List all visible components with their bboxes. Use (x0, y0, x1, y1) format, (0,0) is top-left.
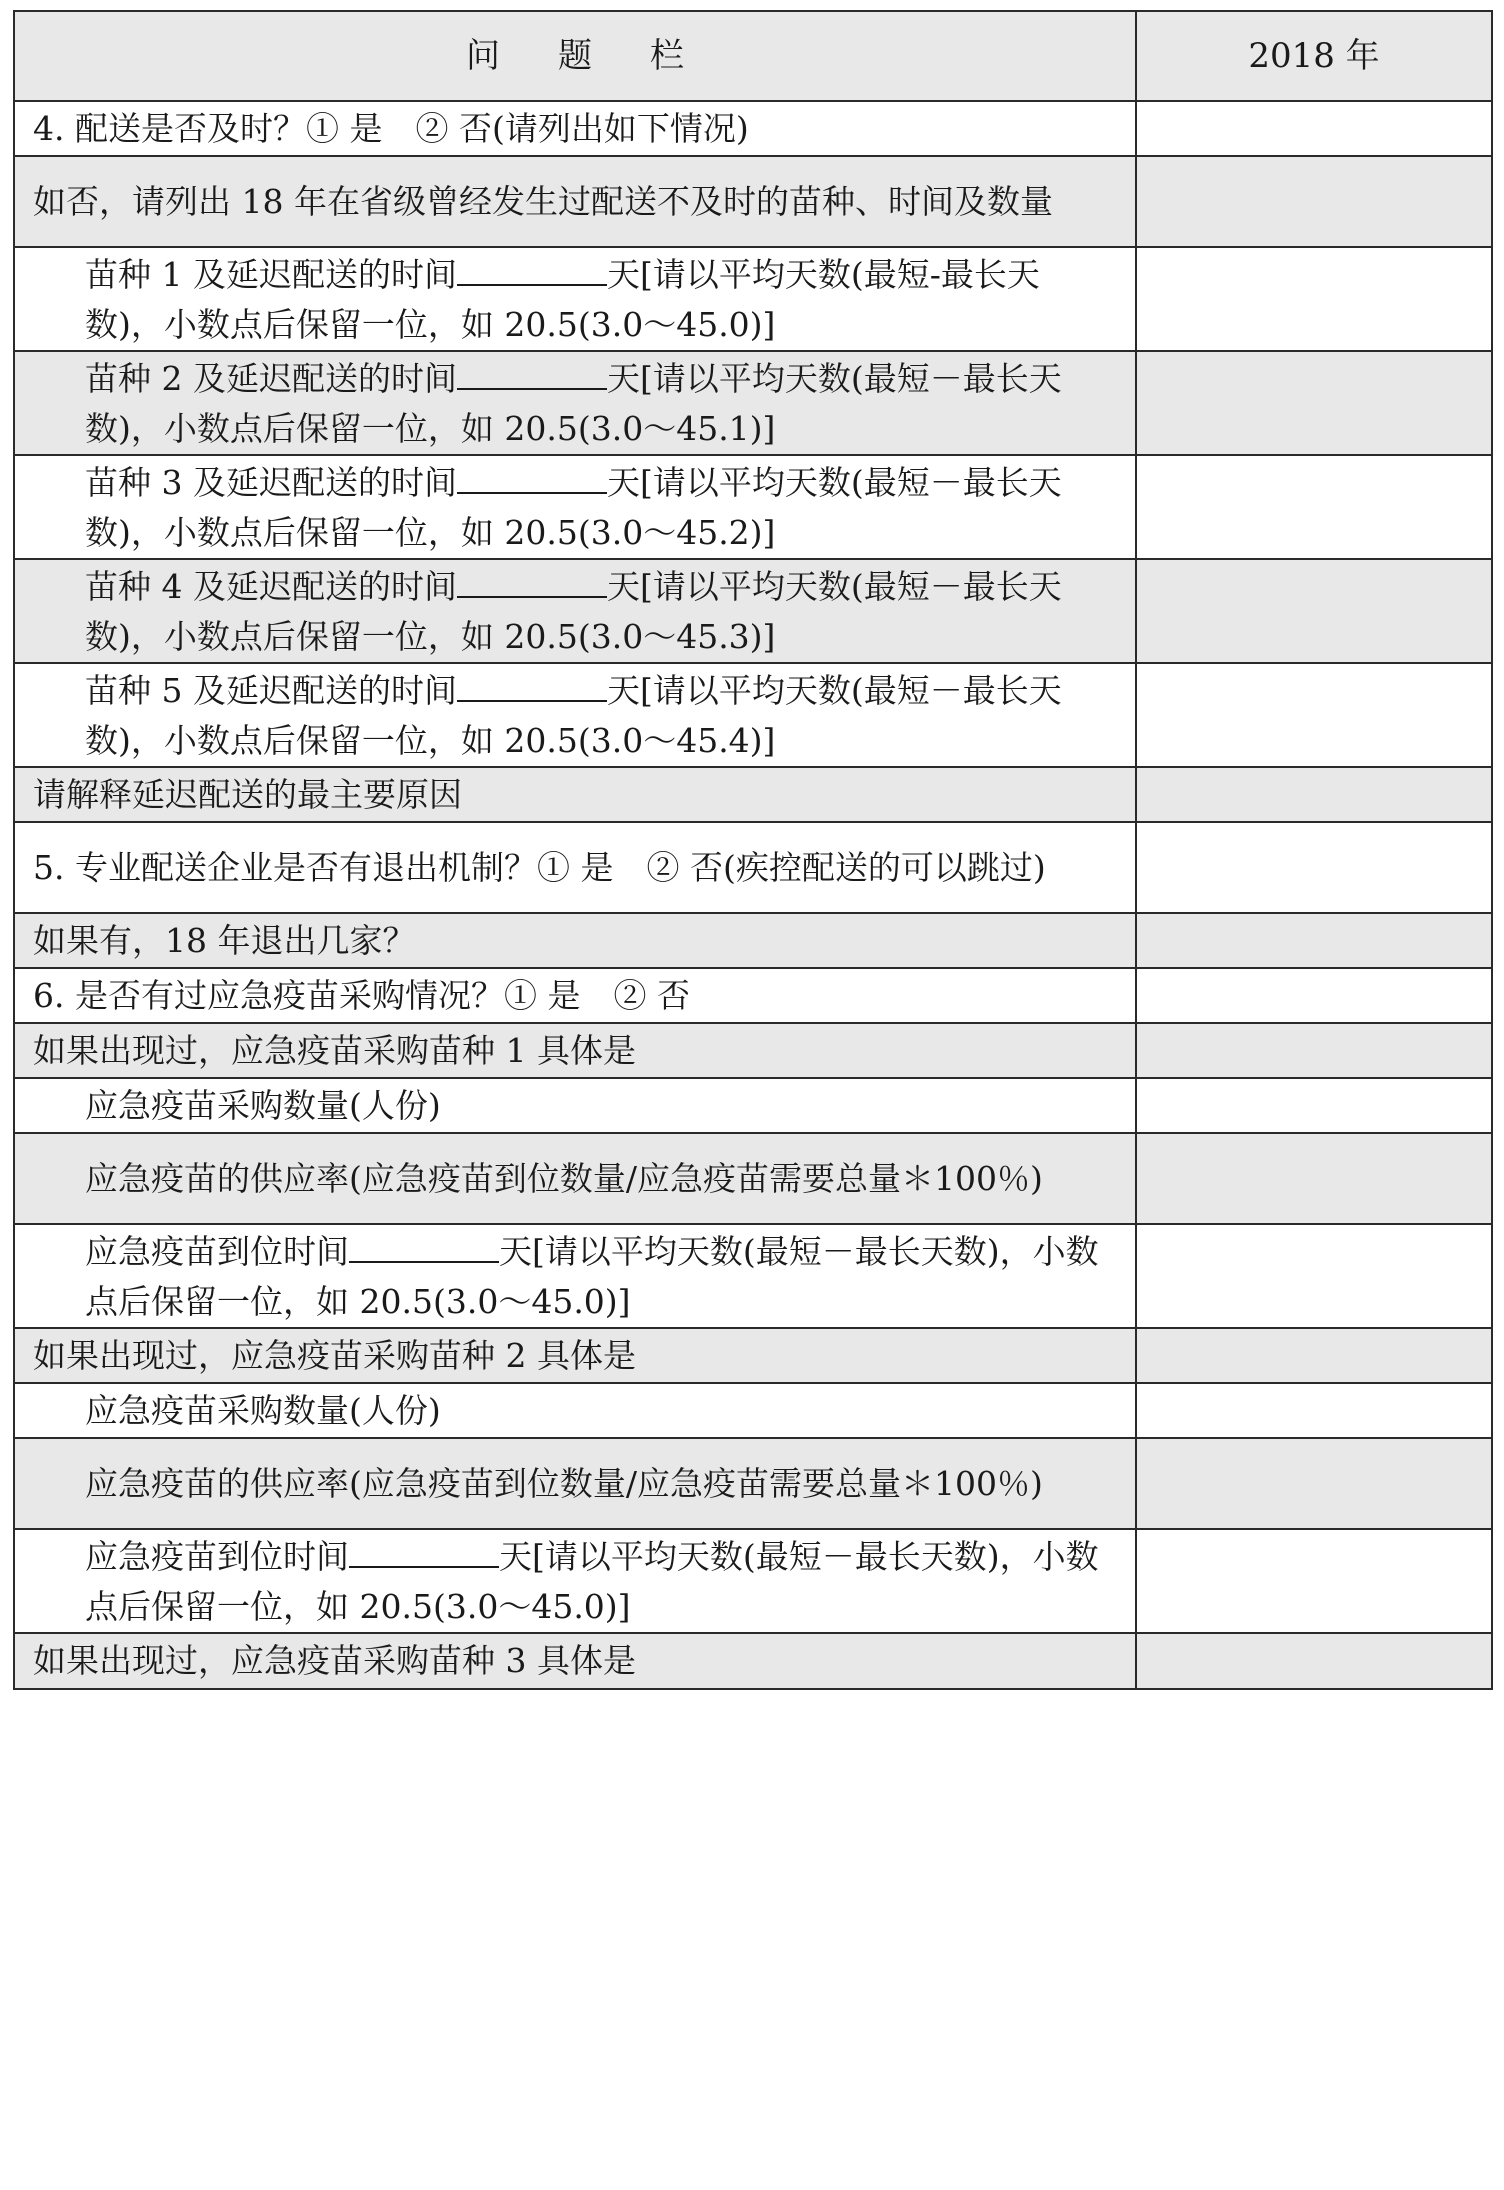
question-cell (14, 1328, 1136, 1383)
fill-in-blank[interactable] (349, 1530, 499, 1568)
table-row (14, 351, 1492, 455)
table-row (14, 1383, 1492, 1438)
question-text (33, 1386, 1117, 1436)
question-cell (14, 1023, 1136, 1078)
question-instruction: 天[请以平均天数(最短－最长天数)，小数点后保留一位，如 20.5(3.0～45.0)] (85, 1537, 1099, 1626)
table-row (14, 1633, 1492, 1689)
answer-cell-2018[interactable] (1136, 767, 1492, 822)
answer-cell-2018[interactable] (1136, 1023, 1492, 1078)
question-cell (14, 1529, 1136, 1633)
answer-cell-2018[interactable] (1136, 1328, 1492, 1383)
fill-in-blank[interactable] (457, 560, 607, 598)
question-text (33, 560, 1117, 662)
question-cell (14, 1133, 1136, 1224)
answer-cell-2018[interactable] (1136, 1633, 1492, 1689)
fill-in-blank[interactable] (457, 456, 607, 494)
question-label: 如果有，18 年退出几家？ (33, 920, 416, 960)
question-text (33, 1031, 636, 1070)
table-row (14, 559, 1492, 663)
question-label: 如果出现过，应急疫苗采购苗种 3 具体是 (33, 1641, 636, 1680)
answer-cell-2018[interactable] (1136, 1224, 1492, 1328)
question-cell (14, 822, 1136, 913)
table-row (14, 913, 1492, 968)
fill-in-blank[interactable] (349, 1225, 499, 1263)
fill-in-blank[interactable] (457, 664, 607, 702)
answer-cell-2018[interactable] (1136, 1133, 1492, 1224)
answer-cell-2018[interactable] (1136, 156, 1492, 247)
question-cell (14, 247, 1136, 351)
question-text (33, 921, 415, 960)
question-label: 如果出现过，应急疫苗采购苗种 1 具体是 (33, 1030, 636, 1070)
answer-cell-2018[interactable] (1136, 455, 1492, 559)
answer-cell-2018[interactable] (1136, 968, 1492, 1023)
table-row (14, 968, 1492, 1023)
question-label: 应急疫苗采购数量(人份) (85, 1390, 441, 1430)
question-text (33, 352, 1117, 454)
question-text (33, 775, 462, 814)
question-instruction: 天[请以平均天数(最短－最长天数)，小数点后保留一位，如 20.5(3.0～45.1)] (85, 359, 1062, 448)
answer-cell-2018[interactable] (1136, 101, 1492, 156)
table-row (14, 1328, 1492, 1383)
table-row (14, 822, 1492, 913)
question-instruction: 天[请以平均天数(最短－最长天数)，小数点后保留一位，如 20.5(3.0～45.4)] (85, 671, 1062, 760)
question-column-header (14, 11, 1136, 101)
question-text (33, 971, 1117, 1021)
question-cell (14, 968, 1136, 1023)
table-row (14, 1078, 1492, 1133)
table-row (14, 1133, 1492, 1224)
question-label: 苗种 5 及延迟配送的时间 (85, 671, 457, 710)
question-text (33, 248, 1117, 350)
answer-cell-2018[interactable] (1136, 351, 1492, 455)
table-row (14, 1023, 1492, 1078)
question-text (33, 1641, 636, 1680)
answer-cell-2018[interactable] (1136, 913, 1492, 968)
table-row (14, 767, 1492, 822)
question-cell (14, 101, 1136, 156)
question-cell (14, 663, 1136, 767)
question-instruction: 天[请以平均天数(最短-最长天数)，小数点后保留一位，如 20.5(3.0～45.0)] (85, 255, 1040, 344)
question-label: 4. 配送是否及时？① 是 ② 否(请列出如下情况) (33, 108, 749, 148)
question-label: 苗种 2 及延迟配送的时间 (85, 359, 457, 398)
question-label: 应急疫苗到位时间 (85, 1537, 349, 1576)
question-cell (14, 559, 1136, 663)
question-cell (14, 767, 1136, 822)
question-text (33, 182, 1053, 221)
question-cell (14, 455, 1136, 559)
question-label: 应急疫苗采购数量(人份) (85, 1085, 441, 1125)
survey-table (13, 10, 1493, 1690)
question-label: 如否，请列出 18 年在省级曾经发生过配送不及时的苗种、时间及数量 (33, 181, 1053, 221)
question-label: 如果出现过，应急疫苗采购苗种 2 具体是 (33, 1335, 636, 1375)
question-instruction: 天[请以平均天数(最短－最长天数)，小数点后保留一位，如 20.5(3.0～45.3)] (85, 567, 1062, 656)
question-label: 请解释延迟配送的最主要原因 (33, 774, 462, 814)
table-header-row (14, 11, 1492, 101)
question-cell (14, 1383, 1136, 1438)
table-row (14, 1438, 1492, 1529)
table-row (14, 1529, 1492, 1633)
question-cell (14, 1224, 1136, 1328)
answer-cell-2018[interactable] (1136, 822, 1492, 913)
question-cell (14, 351, 1136, 455)
question-cell (14, 913, 1136, 968)
answer-cell-2018[interactable] (1136, 1383, 1492, 1438)
question-text (33, 1530, 1117, 1632)
fill-in-blank[interactable] (457, 248, 607, 286)
table-body (14, 101, 1492, 1689)
answer-cell-2018[interactable] (1136, 247, 1492, 351)
question-label: 应急疫苗的供应率(应急疫苗到位数量/应急疫苗需要总量＊100％) (85, 1463, 1043, 1503)
table-row (14, 1224, 1492, 1328)
question-label: 应急疫苗的供应率(应急疫苗到位数量/应急疫苗需要总量＊100％) (85, 1158, 1043, 1198)
table-row (14, 455, 1492, 559)
question-label: 5. 专业配送企业是否有退出机制？① 是 ② 否(疾控配送的可以跳过) (33, 847, 1046, 887)
question-label: 苗种 4 及延迟配送的时间 (85, 567, 457, 606)
question-text (33, 456, 1117, 558)
year-column-label: 2018 年 (1248, 36, 1380, 76)
question-instruction: 天[请以平均天数(最短－最长天数)，小数点后保留一位，如 20.5(3.0～45.0)] (85, 1232, 1099, 1321)
table-row (14, 247, 1492, 351)
question-cell (14, 1438, 1136, 1529)
survey-page (13, 10, 1491, 1690)
table-row (14, 156, 1492, 247)
table-row (14, 663, 1492, 767)
table-row (14, 101, 1492, 156)
answer-cell-2018[interactable] (1136, 1438, 1492, 1529)
answer-cell-2018[interactable] (1136, 663, 1492, 767)
question-text (33, 1459, 1117, 1509)
question-column-label: 问题栏 (466, 36, 742, 76)
year-column-header (1136, 11, 1492, 101)
fill-in-blank[interactable] (457, 352, 607, 390)
question-text (33, 664, 1117, 766)
question-cell (14, 1078, 1136, 1133)
question-text (33, 1081, 1117, 1131)
question-instruction: 天[请以平均天数(最短－最长天数)，小数点后保留一位，如 20.5(3.0～45.2)] (85, 463, 1062, 552)
question-label: 应急疫苗到位时间 (85, 1232, 349, 1271)
question-label: 6. 是否有过应急疫苗采购情况？① 是 ② 否 (33, 975, 690, 1015)
question-label: 苗种 3 及延迟配送的时间 (85, 463, 457, 502)
answer-cell-2018[interactable] (1136, 1078, 1492, 1133)
answer-cell-2018[interactable] (1136, 1529, 1492, 1633)
question-cell (14, 156, 1136, 247)
question-text (33, 1154, 1117, 1204)
question-text (33, 843, 1117, 893)
question-cell (14, 1633, 1136, 1689)
question-text (33, 104, 1117, 154)
question-text (33, 1225, 1117, 1327)
answer-cell-2018[interactable] (1136, 559, 1492, 663)
question-text (33, 1336, 636, 1375)
question-label: 苗种 1 及延迟配送的时间 (85, 255, 457, 294)
